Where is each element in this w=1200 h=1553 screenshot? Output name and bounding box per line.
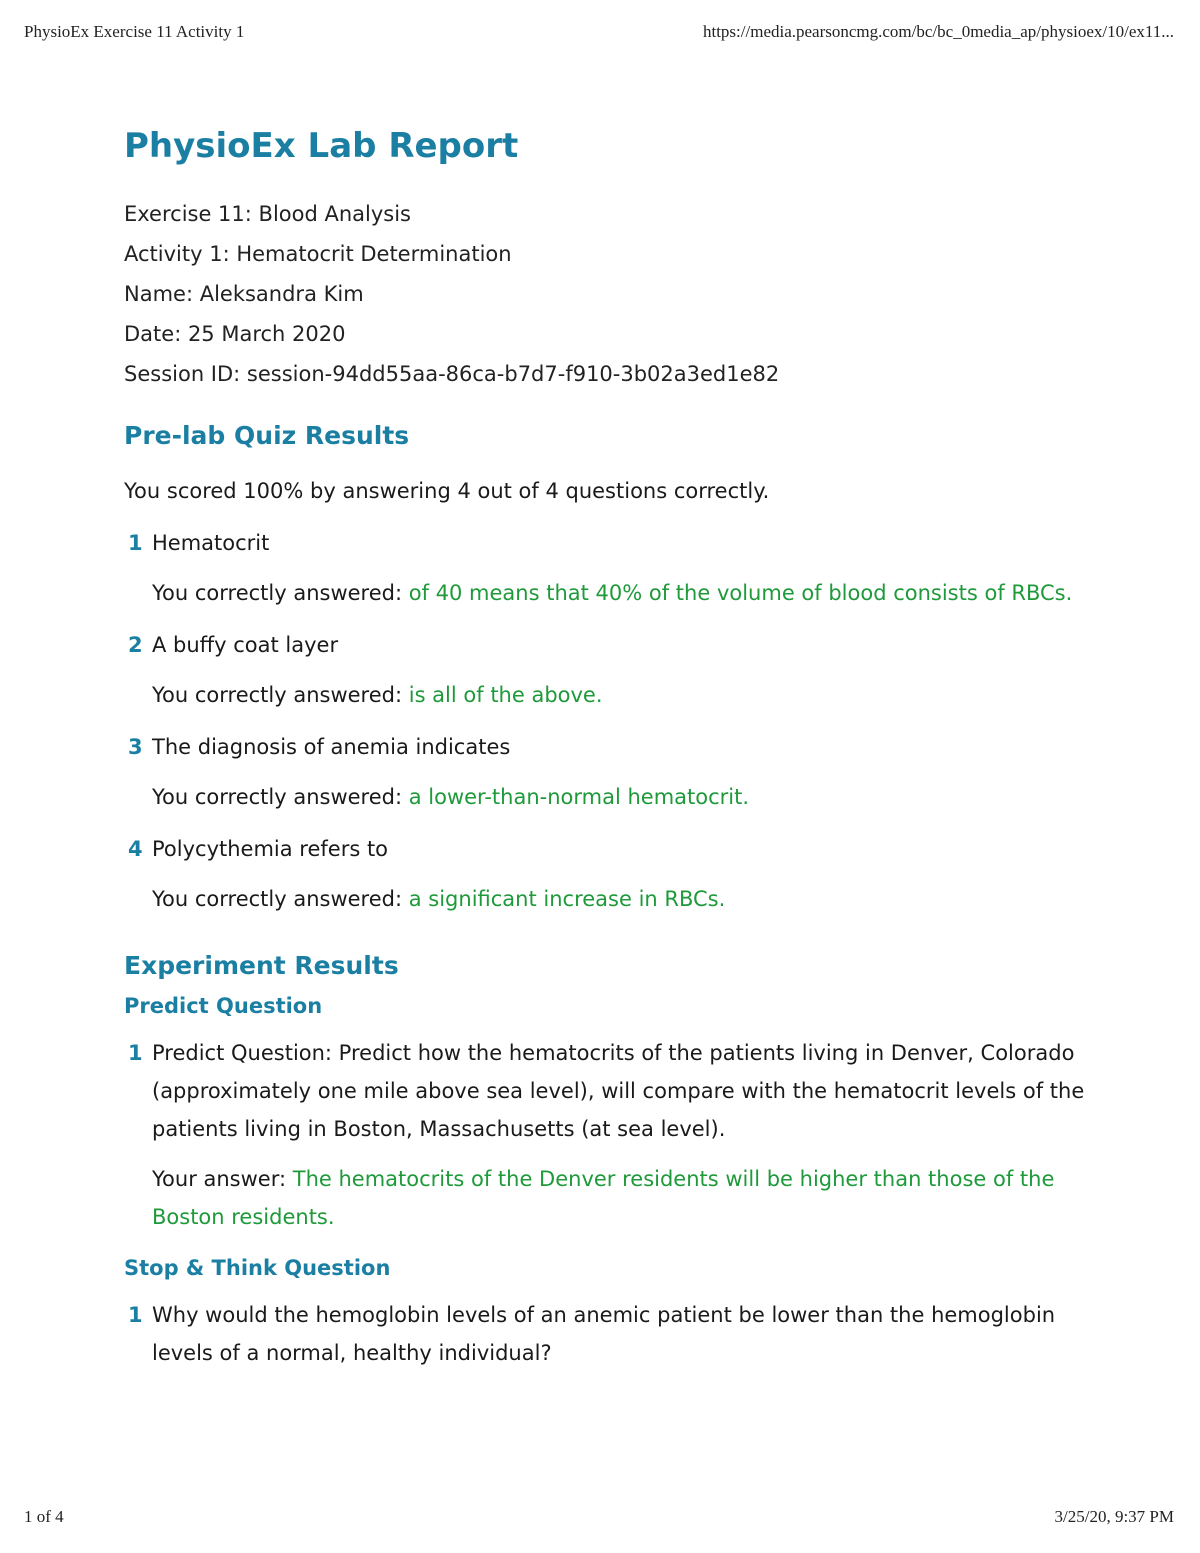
question-text: Why would the hemoglobin levels of an anemic patient be lower than the hemoglobin levels of a normal, healthy individual? — [152, 1303, 1056, 1365]
answer-prefix: You correctly answered: — [152, 581, 409, 605]
question-text: Predict Question: Predict how the hematocrits of the patients living in Denver, Colorado (approximately one mile above sea level), will compare with the hematocrit levels of the patients living in Boston, Massachusetts (at sea level). — [152, 1041, 1085, 1141]
answer-text: The hematocrits of the Denver residents will be higher than those of the Boston residents. — [152, 1167, 1055, 1229]
print-header-title: PhysioEx Exercise 11 Activity 1 — [24, 22, 245, 41]
prelab-heading: Pre-lab Quiz Results — [124, 421, 410, 450]
answer-text: a lower-than-normal hematocrit. — [408, 785, 750, 809]
question-answer — [152, 676, 1104, 714]
answer-text: of 40 means that 40% of the volume of blood consists of RBCs. — [408, 581, 1073, 605]
answer-prefix: You correctly answered: — [152, 785, 409, 809]
report-content — [124, 124, 1104, 1372]
prelab-question-2 — [124, 626, 1104, 714]
question-text: Polycythemia refers to — [152, 837, 389, 861]
session-line: Session ID: session-94dd55aa-86ca-b7d7-f910-3b02a3ed1e82 — [124, 362, 780, 386]
question-number: 4 — [128, 837, 143, 861]
prelab-question-1 — [124, 524, 1104, 612]
report-meta — [124, 194, 1104, 394]
print-header-url: https://media.pearsoncmg.com/bc/bc_0media_ap/physioex/10/ex11... — [702, 22, 1174, 41]
activity-line: Activity 1: Hematocrit Determination — [124, 242, 512, 266]
question-number: 1 — [128, 1041, 143, 1065]
page-number: 1 of 4 — [24, 1507, 64, 1526]
name-line: Name: Aleksandra Kim — [124, 282, 364, 306]
question-answer — [152, 880, 1104, 918]
prelab-summary: You scored 100% by answering 4 out of 4 questions correctly. — [124, 479, 770, 503]
answer-prefix: You correctly answered: — [152, 683, 409, 707]
predict-question-1 — [124, 1034, 1104, 1236]
stop-think-heading: Stop & Think Question — [124, 1256, 391, 1280]
answer-text: a significant increase in RBCs. — [408, 887, 726, 911]
question-number: 2 — [128, 633, 143, 657]
question-number: 1 — [128, 531, 143, 555]
date-line: Date: 25 March 2020 — [124, 322, 346, 346]
experiment-heading: Experiment Results — [124, 951, 399, 980]
prelab-question-3 — [124, 728, 1104, 816]
question-number: 3 — [128, 735, 143, 759]
page-title: PhysioEx Lab Report — [124, 126, 519, 166]
question-answer — [152, 778, 1104, 816]
question-text: The diagnosis of anemia indicates — [152, 735, 511, 759]
question-number: 1 — [128, 1303, 143, 1327]
predict-heading: Predict Question — [124, 994, 323, 1018]
question-answer — [152, 574, 1104, 612]
stop-think-question-1 — [124, 1296, 1104, 1372]
prelab-question-4 — [124, 830, 1104, 918]
question-answer — [152, 1160, 1104, 1236]
answer-prefix: Your answer: — [152, 1167, 293, 1191]
question-text: Hematocrit — [152, 531, 270, 555]
exercise-line: Exercise 11: Blood Analysis — [124, 202, 411, 226]
answer-prefix: You correctly answered: — [152, 887, 409, 911]
answer-text: is all of the above. — [408, 683, 603, 707]
print-datetime: 3/25/20, 9:37 PM — [1054, 1507, 1174, 1526]
question-text: A buffy coat layer — [152, 633, 339, 657]
